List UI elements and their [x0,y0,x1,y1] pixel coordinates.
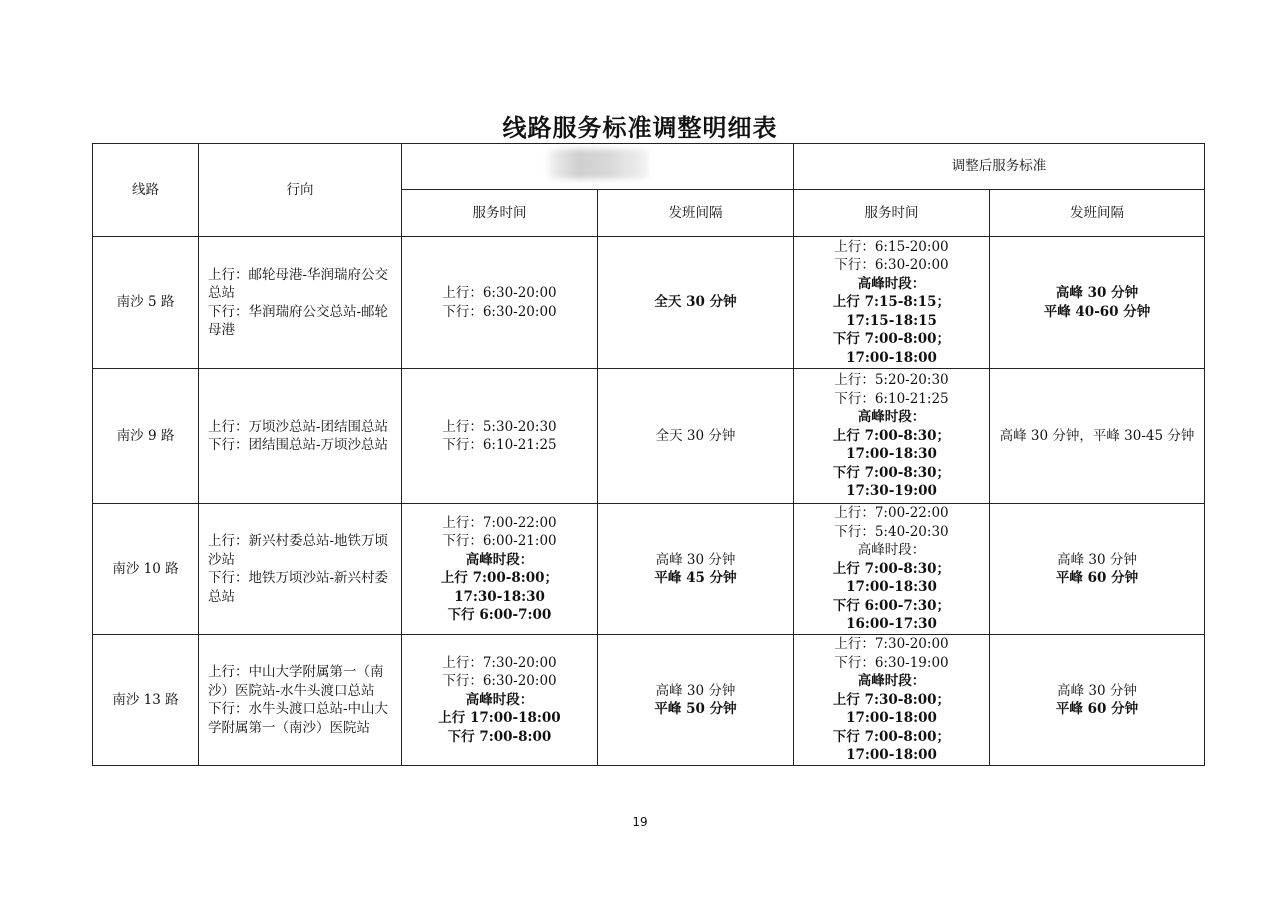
time-line: 17:00-18:00 [846,747,937,764]
before-interval-cell [598,635,794,766]
after-interval-cell [990,635,1205,766]
time-line: 上行 17:00-18:00 [438,710,561,727]
time-line: 上行 7:00-8:00； [440,570,559,586]
time-line: 下行 7:00-8:00； [832,331,951,348]
time-line: 下行 7:00-8:00； [832,728,951,745]
time-line: 上行：7:30-20:00 [834,636,949,653]
after-service-time-cell [794,369,990,504]
before-interval-cell [598,369,794,504]
redacted-header-text [548,149,648,179]
time-line: 下行：6:30-20:00 [442,303,557,320]
direction-line: 下行：地铁万顷沙站-新兴村委总站 [208,570,389,605]
time-line: 下行：5:40-20:30 [834,523,949,540]
peak-label: 高峰时段： [465,551,534,568]
before-interval-cell [598,504,794,635]
time-line: 上行：6:30-20:00 [442,285,557,301]
page-title: 线路服务标准调整明细表 [502,114,778,142]
before-interval-header: 发班间隔 [598,190,794,237]
after-interval-cell [990,504,1205,635]
time-line: 16:00-17:30 [846,616,937,633]
time-line: 下行 7:00-8:00 [447,728,552,745]
direction-line: 上行：新兴村委总站-地铁万顷沙站 [208,533,389,568]
table-row [93,504,1205,635]
direction-cell [199,635,402,766]
interval-line: 高峰 30 分钟 [1057,551,1137,568]
table-row [93,635,1205,766]
time-line: 下行：6:00-21:00 [442,533,557,549]
time-line: 下行 6:00-7:30； [832,597,951,614]
time-line: 17:15-18:15 [846,312,937,329]
interval-line: 全天 30 分钟 [655,427,736,444]
direction-header: 行向 [199,144,402,237]
time-line: 上行：7:30-20:00 [442,654,557,671]
table-row [93,369,1205,504]
time-line: 上行 7:00-8:30； [832,560,951,577]
after-interval-cell: 高峰 30 分钟，平峰 30-45 分钟 [990,369,1205,504]
interval-line: 全天 30 分钟 [654,294,737,311]
interval-line: 高峰 30 分钟 [655,682,736,699]
direction-line: 上行：万顷沙总站-团结围总站 [208,418,389,435]
peak-label: 高峰时段： [857,409,926,426]
direction-cell [199,237,402,369]
after-service-time-cell [794,237,990,369]
time-line: 上行：7:00-22:00 [834,505,949,522]
before-service-time-cell [402,635,598,766]
table-row [93,237,1205,369]
interval-line: 高峰 30 分钟 [1055,285,1139,301]
time-line: 17:30-18:30 [454,588,545,605]
direction-line: 下行：华润瑞府公交总站-邮轮母港 [208,303,389,338]
peak-label: 高峰时段： [857,542,926,559]
schedule-table [92,143,1205,766]
before-service-time-cell [402,237,598,369]
route-cell: 南沙 13 路 [93,635,199,766]
time-line: 上行 7:00-8:30； [832,427,951,444]
header-row-1 [93,144,1205,190]
direction-line: 下行：水牛头渡口总站-中山大学附属第一（南沙）医院站 [208,701,389,736]
time-line: 下行：6:10-21:25 [442,437,557,453]
time-line: 下行：6:30-20:00 [442,673,557,690]
interval-line: 平峰 45 分钟 [654,570,737,586]
route-cell: 南沙 10 路 [93,504,199,635]
after-service-time-header: 服务时间 [794,190,990,237]
time-line: 下行：6:30-19:00 [834,654,949,671]
time-line: 上行 7:30-8:00； [832,691,951,708]
after-interval-header: 发班间隔 [990,190,1205,237]
interval-line: 平峰 50 分钟 [654,701,737,717]
direction-line: 下行：团结围总站-万顷沙总站 [208,437,389,453]
after-standard-header: 调整后服务标准 [794,144,1205,190]
interval-line: 平峰 60 分钟 [1055,570,1139,586]
peak-label: 高峰时段： [857,673,926,690]
time-line: 17:00-18:30 [846,446,937,463]
time-line: 上行：6:15-20:00 [834,238,949,255]
direction-cell [199,369,402,504]
before-service-time-cell [402,369,598,504]
before-service-time-cell [402,504,598,635]
direction-cell [199,504,402,635]
time-line: 上行 7:15-8:15； [832,294,951,311]
time-line: 下行 6:00-7:00 [447,607,552,623]
time-line: 上行：5:30-20:30 [442,418,557,435]
time-line: 下行：6:30-20:00 [834,257,949,274]
after-interval-cell [990,237,1205,369]
after-service-time-cell [794,504,990,635]
time-line: 下行 7:00-8:30； [832,464,951,481]
peak-label: 高峰时段： [857,275,926,292]
page-number: 19 [632,815,648,829]
route-cell: 南沙 5 路 [93,237,199,369]
time-line: 17:30-19:00 [846,483,937,500]
after-service-time-cell [794,635,990,766]
time-line: 17:00-18:00 [846,710,937,727]
before-interval-cell [598,237,794,369]
direction-line: 上行：中山大学附属第一（南沙）医院站-水牛头渡口总站 [208,664,384,699]
time-line: 下行：6:10-21:25 [834,390,949,407]
time-line: 上行：7:00-22:00 [442,514,557,531]
route-header: 线路 [93,144,199,237]
interval-line: 平峰 60 分钟 [1055,701,1139,717]
before-standard-header [402,144,794,190]
time-line: 上行：5:20-20:30 [834,372,949,389]
route-cell: 南沙 9 路 [93,369,199,504]
interval-line: 高峰 30 分钟 [655,551,736,568]
time-line: 17:00-18:30 [846,579,937,596]
direction-line: 上行：邮轮母港-华润瑞府公交总站 [208,266,389,301]
peak-label: 高峰时段： [465,691,534,708]
before-service-time-header: 服务时间 [402,190,598,237]
time-line: 17:00-18:00 [846,349,937,366]
interval-line: 平峰 40-60 分钟 [1043,303,1151,320]
interval-line: 高峰 30 分钟 [1057,682,1137,699]
